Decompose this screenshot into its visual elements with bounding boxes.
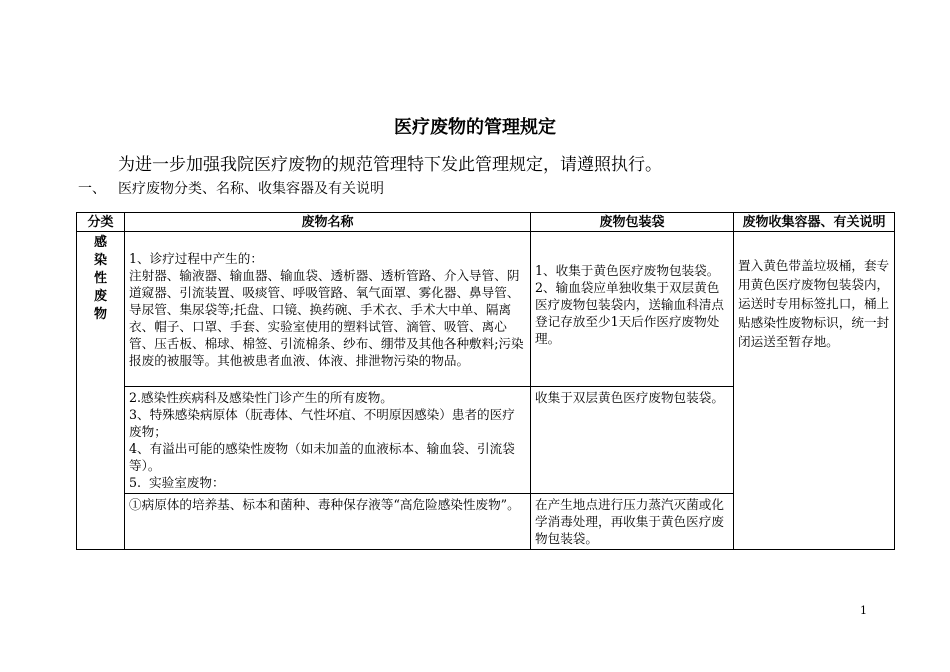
section-number: 一、 — [78, 181, 106, 197]
table-row — [77, 232, 895, 387]
waste-name-line: 注射器、输液器、输血器、输血袋、透析器、透析管路、介入导管、阴道窥器、引流装置、吸痰管、呼吸管路、氧气面罩、雾化器、鼻导管、导尿管、集尿袋等;托盘、口镜、换药碗、手术衣、手术大中单、隔离衣、帽子、口罩、手套、实验室使用的塑料试管、滴管、吸管、离心管、压舌板、棉球、棉签、引流棉条、纱布、绷带及其他各种敷料;污染报废的被服等。其他被患者血液、体液、排泄物污染的物品。 — [129, 268, 524, 368]
waste-name-cell — [125, 387, 531, 494]
waste-name-line: 4、有溢出可能的感染性废物（如未加盖的血液标本、输血袋、引流袋等）。 — [129, 441, 515, 473]
header-category: 分类 — [77, 213, 125, 232]
waste-name-cell — [125, 232, 531, 387]
waste-name-line: 1、诊疗过程中产生的： — [129, 251, 263, 266]
waste-name-line: 2.感染性疾病科及感染性门诊产生的所有废物。 — [129, 390, 393, 405]
waste-classification-table — [76, 212, 895, 550]
intro-paragraph: 为进一步加强我院医疗废物的规范管理特下发此管理规定，请遵照执行。 — [118, 155, 662, 175]
waste-name-cell: ①病原体的培养基、标本和菌种、毒种保存液等“高危险感染性废物”。 — [125, 494, 531, 550]
page-number: 1 — [860, 604, 867, 617]
bag-line: 2、输血袋应单独收集于双层黄色医疗废物包装袋内，送输血科清点登记存放至少1天后作医疗废物处理。 — [535, 280, 724, 346]
category-label: 感染性废物 — [93, 235, 107, 322]
header-waste-name: 废物名称 — [125, 213, 531, 232]
bag-line: 1、收集于黄色医疗废物包装袋。 — [535, 263, 720, 278]
header-container-notes: 废物收集容器、有关说明 — [734, 213, 895, 232]
document-title: 医疗废物的管理规定 — [394, 117, 556, 138]
waste-bag-cell: 在产生地点进行压力蒸汽灭菌或化学消毒处理，再收集于黄色医疗废物包装袋。 — [531, 494, 734, 550]
section-heading — [78, 178, 384, 198]
category-cell — [77, 232, 125, 550]
section-text: 医疗废物分类、名称、收集容器及有关说明 — [118, 181, 384, 197]
container-notes-cell: 置入黄色带盖垃圾桶，套专用黄色医疗废物包装袋内，运送时专用标签扎口，桶上贴感染性废物标识，统一封闭运送至暂存地。 — [734, 232, 895, 550]
table-header-row — [77, 213, 895, 232]
waste-name-line: 3、特殊感染病原体（朊毒体、气性坏疽、不明原因感染）患者的医疗废物； — [129, 407, 515, 439]
header-waste-bag: 废物包装袋 — [531, 213, 734, 232]
waste-bag-cell: 收集于双层黄色医疗废物包装袋。 — [531, 387, 734, 494]
waste-name-line: 5. 实验室废物： — [129, 475, 225, 490]
waste-bag-cell — [531, 232, 734, 387]
